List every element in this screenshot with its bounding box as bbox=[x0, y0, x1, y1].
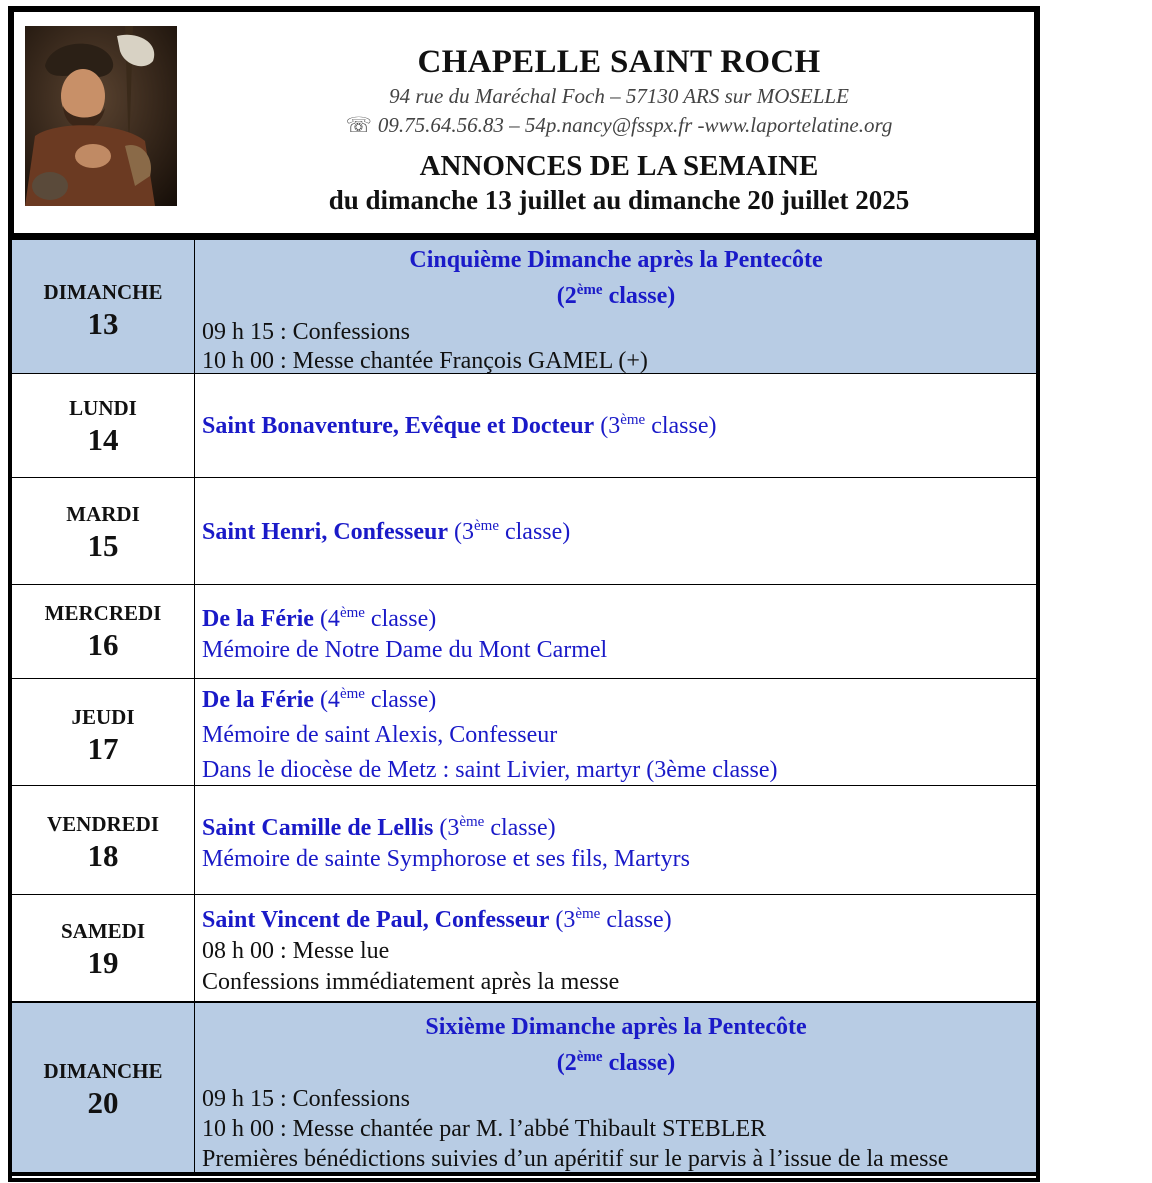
schedule-line: 08 h 00 : Messe lue bbox=[202, 938, 390, 964]
feast-class: (2ème classe) bbox=[556, 1049, 676, 1076]
feast-title: Saint Henri, Confesseur bbox=[202, 519, 448, 545]
day-name: VENDREDI bbox=[46, 812, 159, 836]
day-number: 13 bbox=[87, 306, 119, 341]
schedule-line: 09 h 15 : Confessions bbox=[202, 319, 411, 345]
day-cell bbox=[12, 240, 195, 373]
day-name: DIMANCHE bbox=[43, 1059, 163, 1083]
feast-title: Cinquième Dimanche après la Pentecôte bbox=[409, 247, 823, 273]
contact-text: 09.75.64.56.83 – 54p.nancy@fsspx.fr -www.laportelatine.org bbox=[377, 113, 893, 137]
day-cell bbox=[12, 374, 195, 477]
day-cell bbox=[12, 786, 195, 894]
announcements-title: ANNONCES DE LA SEMAINE bbox=[419, 150, 819, 182]
day-cell bbox=[12, 478, 195, 584]
feast-title: Saint Camille de Lellis bbox=[202, 815, 434, 841]
memorial-line: Mémoire de saint Alexis, Confesseur bbox=[202, 722, 558, 748]
day-number: 18 bbox=[87, 838, 119, 873]
feast-line: Saint Bonaventure, Evêque et Docteur (3ème classe) bbox=[202, 412, 717, 439]
day-row-wednesday-16 bbox=[12, 585, 1036, 679]
chapel-address: 94 rue du Maréchal Foch – 57130 ARS sur MOSELLE bbox=[389, 84, 849, 108]
day-row-saturday-19 bbox=[12, 895, 1036, 1003]
day-cell bbox=[12, 585, 195, 678]
day-name: LUNDI bbox=[69, 396, 137, 420]
day-row-sunday-13 bbox=[12, 240, 1036, 374]
schedule-line: 09 h 15 : Confessions bbox=[202, 1086, 411, 1112]
day-name: JEUDI bbox=[71, 705, 135, 729]
schedule-line: Premières bénédictions suivies d’un apéritif sur le parvis à l’issue de la messe bbox=[202, 1146, 949, 1172]
day-number: 14 bbox=[87, 422, 119, 457]
feast-title: De la Férie bbox=[202, 687, 314, 713]
feast-title: Saint Vincent de Paul, Confesseur bbox=[202, 907, 550, 933]
day-number: 19 bbox=[87, 945, 119, 980]
feast-class: (2ème classe) bbox=[556, 282, 676, 309]
day-row-monday-14 bbox=[12, 374, 1036, 478]
chapel-contact bbox=[214, 113, 1024, 138]
feast-line: Saint Henri, Confesseur (3ème classe) bbox=[202, 518, 571, 545]
phone-icon: ☏ bbox=[345, 113, 372, 137]
schedule-line: 10 h 00 : Messe chantée François GAMEL (+) bbox=[202, 348, 648, 374]
memorial-line: Mémoire de Notre Dame du Mont Carmel bbox=[202, 637, 608, 663]
day-name: DIMANCHE bbox=[43, 280, 163, 304]
day-number: 20 bbox=[87, 1085, 119, 1120]
day-cell bbox=[12, 679, 195, 785]
day-row-sunday-20 bbox=[12, 1003, 1036, 1172]
week-dates: du dimanche 13 juillet au dimanche 20 juillet 2025 bbox=[328, 185, 910, 215]
feast-title: Sixième Dimanche après la Pentecôte bbox=[425, 1014, 807, 1040]
day-cell bbox=[12, 895, 195, 1001]
day-name: MARDI bbox=[66, 502, 140, 526]
diocese-line: Dans le diocèse de Metz : saint Livier, martyr (3ème classe) bbox=[202, 757, 778, 783]
day-name: SAMEDI bbox=[60, 919, 145, 943]
feast-line: De la Férie (4ème classe) bbox=[202, 686, 437, 713]
day-number: 17 bbox=[87, 731, 119, 766]
day-number: 16 bbox=[87, 627, 119, 662]
schedule-line: 10 h 00 : Messe chantée par M. l’abbé Thibault STEBLER bbox=[202, 1116, 767, 1142]
day-row-friday-18 bbox=[12, 786, 1036, 895]
feast-title: De la Férie bbox=[202, 606, 314, 632]
day-row-thursday-17 bbox=[12, 679, 1036, 786]
memorial-line: Mémoire de sainte Symphorose et ses fils, Martyrs bbox=[202, 846, 690, 872]
day-number: 15 bbox=[87, 528, 119, 563]
announcement-sheet bbox=[8, 6, 1040, 1182]
schedule-line: Confessions immédiatement après la messe bbox=[202, 969, 620, 995]
feast-line: Saint Vincent de Paul, Confesseur (3ème classe) bbox=[202, 906, 672, 933]
feast-line: Saint Camille de Lellis (3ème classe) bbox=[202, 814, 556, 841]
footer-divider bbox=[12, 1172, 1036, 1176]
feast-line: De la Férie (4ème classe) bbox=[202, 605, 437, 632]
saint-roch-portrait bbox=[25, 26, 177, 206]
day-row-tuesday-15 bbox=[12, 478, 1036, 585]
day-name: MERCREDI bbox=[44, 601, 162, 625]
chapel-name: CHAPELLE SAINT ROCH bbox=[417, 44, 821, 80]
feast-title: Saint Bonaventure, Evêque et Docteur bbox=[202, 413, 595, 439]
day-cell bbox=[12, 1003, 195, 1172]
header bbox=[12, 10, 1036, 235]
